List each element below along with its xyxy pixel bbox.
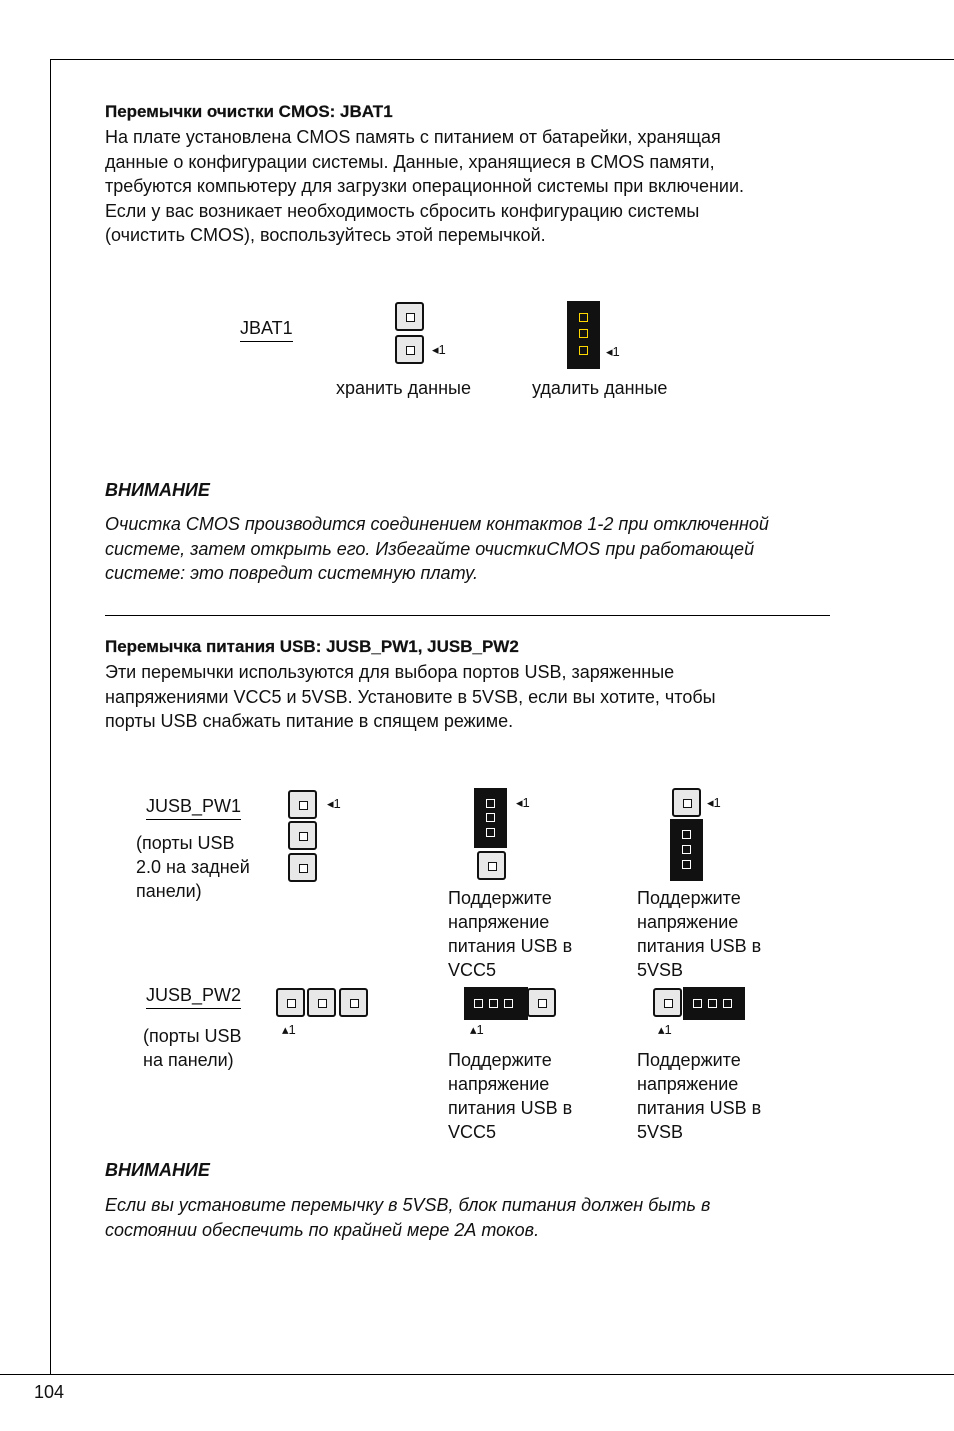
warning-title: ВНИМАНИЕ xyxy=(105,1160,210,1180)
text-line: Поддержите xyxy=(637,1050,741,1070)
jumper-pin xyxy=(474,999,483,1008)
usb-paragraph xyxy=(105,660,830,734)
pw2-5vsb-pin-1 xyxy=(653,988,682,1017)
pin1-marker: ◂1 xyxy=(516,795,530,810)
text-line: системе: это повредит системную плату. xyxy=(105,563,478,584)
pin1-marker: ▴1 xyxy=(658,1022,672,1037)
pw2-pin-1 xyxy=(276,988,305,1017)
text-line: Поддержите xyxy=(448,1050,552,1070)
text-line: порты USB снабжать питание в спящем режиме. xyxy=(105,711,514,732)
text-line: данные о конфигурации системы. Данные, хранящиеся в CMOS памяти, xyxy=(105,151,715,172)
pw2-pin-3 xyxy=(339,988,368,1017)
pw2-vcc5-jumper xyxy=(464,987,528,1020)
text-line: системе, затем открыть его. Избегайте очисткиCMOS при работающей xyxy=(105,538,755,559)
pin1-marker: ◂1 xyxy=(327,796,341,811)
pin1-marker: ◂1 xyxy=(432,342,446,357)
text-line: Если вы установите перемычку в 5VSB, блок питания должен быть в xyxy=(105,1195,711,1215)
pw1-5vsb-jumper xyxy=(670,819,703,881)
jumper-pin xyxy=(723,999,732,1008)
jumper-pin xyxy=(682,830,691,839)
pw2-pin-2 xyxy=(307,988,336,1017)
pw2-vcc5-caption xyxy=(448,1048,572,1144)
text-line: напряжение xyxy=(448,1074,550,1094)
section-title-cmos: Перемычки очистки CMOS: JBAT1 xyxy=(105,102,393,121)
keep-data-caption: хранить данные xyxy=(336,378,471,398)
pw2-vcc5-pin-3 xyxy=(527,988,556,1017)
pw1-vcc5-pin-3 xyxy=(477,851,506,880)
pin1-marker: ▴1 xyxy=(282,1022,296,1037)
text-line: напряжение xyxy=(448,912,550,932)
pin1-marker: ▴1 xyxy=(470,1022,484,1037)
jumper-pin xyxy=(579,346,588,355)
page-frame-top xyxy=(50,59,954,60)
jumper-pin xyxy=(682,845,691,854)
text-line: напряжениями VCC5 и 5VSB. Установите в 5VSB, если вы хотите, чтобы xyxy=(105,686,716,707)
jumper-pin xyxy=(693,999,702,1008)
jumper-pin xyxy=(489,999,498,1008)
text-line: требуются компьютеру для загрузки операционной системы при включении. xyxy=(105,176,745,197)
text-line: VCC5 xyxy=(448,1122,497,1142)
text-line: Поддержите xyxy=(637,888,741,908)
text-line: Поддержите xyxy=(448,888,552,908)
jumper-pin xyxy=(708,999,717,1008)
text-line: питания USB в xyxy=(637,1098,762,1118)
pw1-vcc5-jumper xyxy=(474,788,507,848)
page-number: 104 xyxy=(34,1382,65,1402)
pw1-pin-3 xyxy=(288,853,317,882)
text-line: панели) xyxy=(136,881,202,901)
jumper-pin xyxy=(579,313,588,322)
jumper-pin xyxy=(682,860,691,869)
jusb-pw1-label: JUSB_PW1 xyxy=(146,796,241,820)
pin1-marker: ◂1 xyxy=(606,344,620,359)
jumper-pin xyxy=(504,999,513,1008)
jumper-pin xyxy=(579,329,588,338)
text-line: (порты USB xyxy=(136,833,235,853)
jumper-pin xyxy=(486,828,495,837)
text-line: на панели) xyxy=(143,1050,234,1070)
text-line: Очистка CMOS производится соединением контактов 1-2 при отключенной xyxy=(105,514,769,534)
text-line: 2.0 на задней xyxy=(136,857,250,877)
text-line: питания USB в xyxy=(637,936,762,956)
jusb-pw2-description xyxy=(143,1024,242,1072)
jumper-pin xyxy=(486,813,495,822)
text-line: питания USB в xyxy=(448,936,573,956)
text-line: VCC5 xyxy=(448,960,497,980)
pw1-vcc5-caption xyxy=(448,886,572,982)
text-line: Эти перемычки используются для выбора портов USB, заряженные xyxy=(105,662,675,682)
pw2-5vsb-jumper xyxy=(683,987,745,1020)
text-line: Если у вас возникает необходимость сбросить конфигурацию системы xyxy=(105,200,700,221)
jbat1-keep-pin-2 xyxy=(395,302,424,331)
jbat1-keep-pin-1 xyxy=(395,335,424,364)
section-title-usb: Перемычка питания USB: JUSB_PW1, JUSB_PW2 xyxy=(105,637,519,656)
warning-text xyxy=(105,512,830,586)
text-line: состоянии обеспечить по крайней мере 2А токов. xyxy=(105,1219,540,1240)
jbat1-label: JBAT1 xyxy=(240,318,293,342)
text-line: (очистить CMOS), воспользуйтесь этой перемычкой. xyxy=(105,225,546,246)
pw1-pin-2 xyxy=(288,821,317,850)
section-divider xyxy=(105,615,830,616)
jusb-pw1-description xyxy=(136,831,250,903)
text-line: На плате установлена CMOS память с питанием от батарейки, хранящая xyxy=(105,127,721,147)
text-line: 5VSB xyxy=(637,1122,684,1142)
page-frame-left xyxy=(50,59,51,1374)
text-line: питания USB в xyxy=(448,1098,573,1118)
text-line: напряжение xyxy=(637,1074,739,1094)
text-line: (порты USB xyxy=(143,1026,242,1046)
clear-data-caption: удалить данные xyxy=(532,378,668,398)
warning-text xyxy=(105,1193,830,1242)
cmos-paragraph xyxy=(105,125,830,248)
text-line: 5VSB xyxy=(637,960,684,980)
text-line: напряжение xyxy=(637,912,739,932)
pw1-pin-1 xyxy=(288,790,317,819)
pw2-5vsb-caption xyxy=(637,1048,761,1144)
page-frame-bottom xyxy=(0,1374,954,1375)
warning-title: ВНИМАНИЕ xyxy=(105,480,210,500)
pw1-5vsb-caption xyxy=(637,886,761,982)
pin1-marker: ◂1 xyxy=(707,795,721,810)
pw1-5vsb-pin-1 xyxy=(672,788,701,817)
jbat1-clear-jumper xyxy=(567,301,600,369)
jumper-pin xyxy=(486,799,495,808)
jusb-pw2-label: JUSB_PW2 xyxy=(146,985,241,1009)
